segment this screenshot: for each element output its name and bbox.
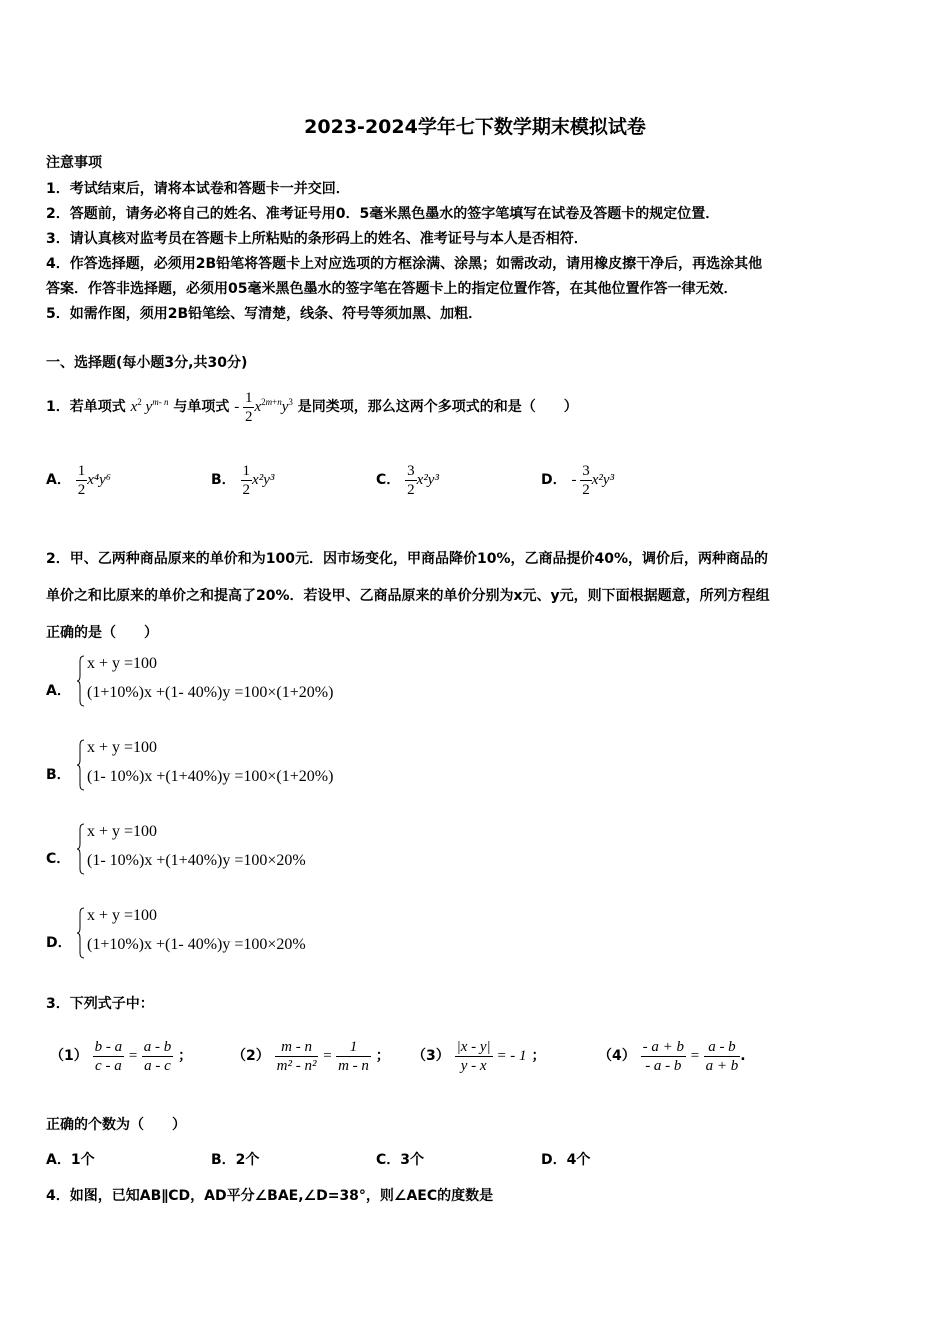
q1-monomial-2: - $\frac{1}{2}$ $x^{2m+n}y^3$ <box>234 390 293 426</box>
q3-item-2: （2） $\frac{m - n}{\text{m² - n²}}$ = $\frac{1}{m - n}$ ； <box>232 1039 390 1075</box>
item-label: （3） <box>412 1048 450 1064</box>
option-expr: x²y³ <box>416 471 439 488</box>
item-label: （2） <box>232 1048 270 1064</box>
frac-num: 1 <box>336 1038 371 1057</box>
section-heading: 一、选择题(每小题3分,共30分) <box>46 355 248 371</box>
frac-num: - a + b <box>642 1039 684 1056</box>
option-expr: x²y³ <box>591 471 615 488</box>
q2-option-a-system <box>77 655 437 711</box>
equation-2: (1+10%)x +(1- 40%)y =100×20% <box>87 936 306 953</box>
equation-2: (1- 10%)x +(1+40%)y =100×(1+20%) <box>87 768 334 785</box>
frac-num: 3 <box>407 463 415 479</box>
option-label: A． <box>46 471 71 488</box>
q1-mid: 与单项式 <box>173 399 230 415</box>
frac-num: a - b <box>143 1039 172 1056</box>
equation-2: (1+10%)x +(1- 40%)y =100×(1+20%) <box>87 684 334 701</box>
option-label: D． <box>541 471 567 488</box>
separator: ； <box>531 1048 546 1064</box>
q2-line-2: 单价之和比原来的单价之和提高了20%．若设甲、乙商品原来的单价分别为x元、y元，则下面根据题意，所列方程组 <box>46 588 770 604</box>
frac-den: 2 <box>582 482 590 498</box>
brace-icon <box>77 823 85 875</box>
equation-2: (1- 10%)x +(1+40%)y =100×20% <box>87 852 306 869</box>
frac-num: |x - y| <box>456 1039 491 1056</box>
item-label: （1） <box>50 1048 88 1064</box>
frac-den: y - x <box>460 1058 487 1075</box>
q3-item-3 <box>412 1030 545 1082</box>
q3-question: 正确的个数为（ ） <box>46 1117 186 1133</box>
q3-item-4: （4） $\frac{- a + b}{- a - b}$ = $\frac{a - b}{a + b}$ . <box>598 1039 746 1075</box>
q1-prefix: 1．若单项式 <box>46 399 126 415</box>
q1-option-a <box>46 462 111 499</box>
equation-1: x + y =100 <box>87 655 158 672</box>
separator: ； <box>178 1048 193 1064</box>
frac-den: 2 <box>242 482 251 498</box>
equation-1: x + y =100 <box>87 739 158 756</box>
equation-1: x + y =100 <box>87 823 158 840</box>
note-item: 4．作答选择题，必须用2B铅笔将答题卡上对应选项的方框涂满、涂黑；如需改动，请用橡皮擦干净后，再选涂其他 <box>46 256 763 272</box>
frac-num: a - b <box>704 1038 741 1057</box>
option-label: B． <box>211 471 236 488</box>
q1-monomial-1: $x^2$ $y^{m- n}$ <box>130 397 169 415</box>
q2-option-c-label: C． <box>46 851 71 867</box>
option-label: C． <box>376 471 401 488</box>
rhs-value: = - 1 <box>496 1048 527 1064</box>
q3-option-b: B．2个 <box>211 1152 260 1168</box>
question-1 <box>46 378 578 426</box>
q2-option-b-system <box>77 739 437 795</box>
frac-num: b - a <box>94 1039 123 1056</box>
q2-option-b-label: B． <box>46 767 71 783</box>
item-label: （4） <box>598 1048 636 1064</box>
brace-icon <box>77 907 85 959</box>
q1-suffix: 是同类项，那么这两个多项式的和是（ ） <box>297 399 578 415</box>
frac-den: 2 <box>77 482 86 498</box>
note-item: 2．答题前，请务必将自己的姓名、准考证号用0．5毫米黑色墨水的签字笔填写在试卷及答题卡的规定位置． <box>46 206 720 222</box>
page-title: 2023-2024学年七下数学期末模拟试卷 <box>304 116 646 138</box>
note-item: 5．如需作图，须用2B铅笔绘、写清楚，线条、符号等须加黑、加粗． <box>46 306 483 322</box>
frac-num: 1 <box>77 463 86 479</box>
frac-den: a - c <box>144 1058 171 1075</box>
frac-num: m - n <box>275 1038 319 1057</box>
frac-den: c - a <box>95 1058 122 1075</box>
q2-option-c-system <box>77 823 437 879</box>
note-item: 答案．作答非选择题，必须用05毫米黑色墨水的签字笔在答题卡上的指定位置作答，在其他位置作答一律无效． <box>46 281 738 297</box>
frac-num: 1 <box>242 463 251 479</box>
q2-option-a-label: A． <box>46 683 71 699</box>
option-expr: x⁴y⁶ <box>87 471 111 488</box>
frac-den: m² - n² <box>276 1058 317 1075</box>
q3-option-c: C．3个 <box>376 1152 425 1168</box>
q3-option-a: A．1个 <box>46 1152 95 1168</box>
note-item: 1．考试结束后，请将本试卷和答题卡一并交回． <box>46 181 350 197</box>
q4-text: 4．如图，已知AB∥CD，AD平分∠BAE,∠D=38°，则∠AEC的度数是 <box>46 1188 494 1204</box>
brace-icon <box>77 739 85 791</box>
frac-den: m - n <box>338 1058 369 1075</box>
q3-item-1: （1） $\frac{b - a}{c - a}$ = $\frac{a - b}{a - c}$ ； <box>50 1039 193 1075</box>
frac-den: a + b <box>705 1058 739 1075</box>
note-item: 3．请认真核对监考员在答题卡上所粘贴的条形码上的姓名、准考证号与本人是否相符． <box>46 231 588 247</box>
q2-line-1: 2．甲、乙两种商品原来的单价和为100元．因市场变化，甲商品降价10%，乙商品提价40%，调价后，两种商品的 <box>46 551 768 567</box>
separator: . <box>740 1048 746 1064</box>
separator: ； <box>375 1048 390 1064</box>
q2-option-d-label: D． <box>46 935 72 951</box>
q2-option-d-system <box>77 907 437 963</box>
brace-icon <box>77 655 85 707</box>
equation-1: x + y =100 <box>87 907 158 924</box>
q2-line-3: 正确的是（ ） <box>46 625 158 641</box>
frac-num: 3 <box>582 463 590 479</box>
notes-heading: 注意事项 <box>46 155 102 171</box>
q1-option-b <box>211 462 274 499</box>
q3-stem: 3．下列式子中： <box>46 996 154 1012</box>
frac-den: 2 <box>407 482 415 498</box>
q3-option-d: D．4个 <box>541 1152 591 1168</box>
q1-option-d: D． - $\frac{3}{2}$ x²y³ <box>541 463 615 498</box>
option-expr: x²y³ <box>252 471 275 488</box>
q1-option-c <box>376 462 439 499</box>
frac-den: - a - b <box>645 1058 682 1075</box>
